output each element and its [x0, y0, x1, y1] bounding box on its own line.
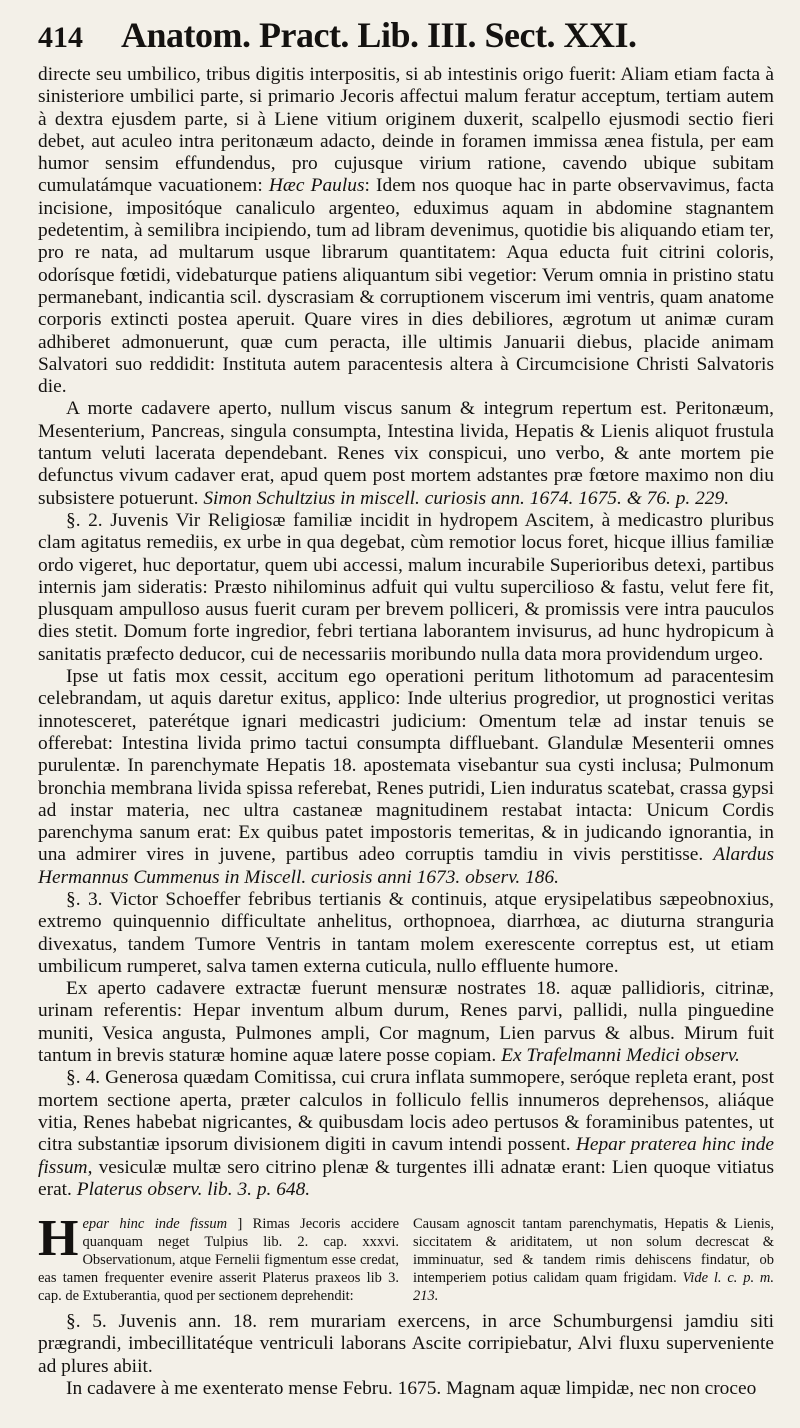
paragraph — [38, 889, 774, 978]
footnote-text-right: Causam agnoscit tantam parenchymatis, Hepatis & Lienis, siccitatem & ariditatem, ut non solum decrescat & imminuatur, sed & tandem rimis dehiscens findatur, ob intemperiem potius calidam quam frigidam. — [413, 1216, 774, 1287]
citation: Simon Schultzius in miscell. curiosis ann. 1674. 1675. & 76. p. 229. — [203, 487, 730, 509]
citation: Platerus observ. lib. 3. p. 648. — [76, 1178, 311, 1200]
page-header — [38, 14, 774, 64]
citation: Ex Trafelmanni Medici observ. — [501, 1045, 740, 1067]
footnotes — [38, 1210, 774, 1305]
paragraph — [38, 510, 774, 666]
footnote-lemma: epar hinc inde fissum — [82, 1216, 228, 1233]
paragraph-text: A morte cadavere aperto, nullum viscus sanum & integrum repertum est. Peritonæum, Mesenterium, Pancreas, singula consumpta, Intestina livida, Hepatis & Lienis aliquot frustula tantum veluti lacerata dependebant. Renes vix conspicui, uno verbo, & ante mortem pie defunctus vivum cadaver erat, apud quem post mortem adstantes præ fœtore maximo non diu subsistere potuerunt. — [38, 398, 774, 509]
footnote-column-right — [413, 1215, 774, 1305]
footnote-column-left — [38, 1210, 400, 1305]
paragraph — [38, 398, 774, 509]
running-head: Anatom. Pract. Lib. III. Sect. XXI. — [121, 15, 637, 55]
continued-text — [38, 1311, 774, 1400]
paragraph — [38, 666, 774, 889]
paragraph-text: §. 3. Victor Schoeffer febribus tertianis & continuis, atque erysipelatibus sæpeobnoxius, extremo quinquennio difficultate anhelitus, orthopnoea, diarrhœa, ac diuturna stranguria divexatus, tandem Tumore Ventris in tantam molem exerescente correptus est, ut etiam umbilicum rumperet, salva tamen externa cuticula, nullo effluente humore. — [38, 888, 774, 977]
paragraph: §. 5. Juvenis ann. 18. rem murariam exercens, in arce Schumburgensi jamdiu siti prægrandi, imbecillitatéque ventriculi laborans Ascite corripiebatur, Alvi fluxu superveniente ad plures abiit. — [38, 1311, 774, 1377]
paragraph-text: Ex aperto cadavere extractæ fuerunt mensuræ nostrates 18. aquæ pallidioris, citrinæ, urinam referentis: Hepar inventum album durum, Renes parvi, pallidi, nulla pinguedine muniti, Vesica angusta, Pulmones ampli, Cor magnum, Lien parvus & albus. Mirum fuit tantum in brevis staturæ homine aquæ latere posse copiam. — [38, 978, 774, 1067]
paragraph: In cadavere à me exenterato mense Febru. 1675. Magnam aquæ limpidæ, nec non croceo — [66, 1378, 757, 1400]
paragraph-text: Ipse ut fatis mox cessit, accitum ego operationi peritum lithotomum ad paracentesim celebrandam, ut aquis daretur exitus, applico: Inde ulterius progredior, ut prognostici veritas innotesceret, paterétque ignari medicastri judicium: Omentum telæ ad instar tenuis se offerebat: Intestina livida primo tactui consumpta diffluebant. Glandulæ Mesenterii omnes purulentæ. In parenchymate Hepatis 18. apostemata visebantur sua cysti inclusa; Pulmonum bronchia membrana livida spissa referebat, Renes putridi, Lien induratus scatebat, crassa gypsi ad instar materia, nec ultra castaneæ magnitudinem restabat intacta: Unicum Cordis parenchyma sanum erat: Ex quibus patet impostoris temeritas, & in judicando ignorantia, in una admirer vires in juvene, partibus adeo corruptis tamdiu in vivis perstitisse. — [38, 666, 774, 866]
paragraph-text: , vesiculæ multæ sero citrino plenæ & turgentes illi adnatæ erant: Lien quoque vitiatus erat. — [38, 1156, 774, 1200]
citation: Alardus Hermannus Cummenus in Miscell. curiosis anni 1673. observ. 186. — [38, 844, 774, 888]
paragraph-text: §. 4. Generosa quædam Comitissa, cui crura inflata summopere, seróque repleta erant, post mortem sectione aperta, præter calculos in folliculo fellis innumeros deprehensos, aliáque vitia, Renes habebat nigricantes, & quibusdam locis adeo pertusos & foraminibus patentes, ut citra substantiæ ipsorum divisionem digiti in cavum intendi possent. — [38, 1067, 774, 1156]
paragraph — [38, 978, 774, 1067]
citation: Hepar praterea hinc inde fissum — [38, 1134, 774, 1178]
main-text — [38, 64, 774, 1201]
paragraph — [38, 64, 774, 398]
page-number: 414 — [38, 21, 83, 54]
footnote-reference: Vide l. c. p. m. 213. — [413, 1270, 774, 1305]
paragraph-text: directe seu umbilico, tribus digitis interpositis, si ab intestinis origo fuerit: Aliam etiam facta à sinisteriore umbilici parte, si primario Jecoris affectui malum feratur acceptum, tertiam autem à dextra ejusdem parte, si à Liene vitium originem duxerit, scalpello ejusmodi sectio fieri debet, aut aculeo intra peritonæum adacto, deinde in foramen immissa ænea fistula, per eam humor sensim effundendus, pro cujusque virium ratione, cavendo ubique subitam cumulatámque vacuationem: — [38, 64, 774, 197]
drop-cap: H — [38, 1210, 79, 1268]
paragraph-text: : Idem nos quoque hac in parte observavimus, facta incisione, impositóque canaliculo argenteo, eduximus aquam in abdomine stagnantem pedetentim, à semilibra incipiendo, tum ad libram devenimus, quotidie bis aliquando etiam ter, pro re nata, ad multarum usque librarum quantitatem: Aqua educta fuit citrini coloris, odorísque fœtidi, videbaturque patiens aliquantum sibi vegetior: Verum omnia in pristino statu permanebant, indicantia scil. dyscrasiam & corruptionem viscerum imi ventris, quam anatome corporis extincti postea aperuit. Quare vires in dies debiliores, ægrotum ut animæ curam adhiberet admonuerunt, quæ cum peracta, ille ultimis Januarii diebus, placide animam Salvatori suo reddidit: Instituta autem paracentesis altera à Circumcisione Christi Salvatoris die. — [38, 175, 774, 398]
paragraph-text: §. 2. Juvenis Vir Religiosæ familiæ incidit in hydropem Ascitem, à medicastro pluribus clam agitatus remediis, ex urbe in qua degebat, cùm remotior locus foret, hicque illius familiæ ordo vigeret, huc deportatur, quem ubi accessi, malum incurabile Superioribus detexi, partibus internis jam sideratis: Præsto nihilominus adfuit qui vultu supercilioso & fastu, velut fere fit, plusquam ampulloso ausus fuerit curam per brevem polliceri, & promissis vere intra pauculos dies stetit. Domum forte ingredior, febri tertiana laborantem invisurus, ad hunc hydropicum à sanitatis præfecto deducor, cui de necessariis moribundo nulla data mora providendum urgeo. — [38, 509, 774, 665]
paragraph — [38, 1067, 774, 1201]
citation: Hæc Paulus — [268, 175, 365, 197]
footnote-text-left: ] Rimas Jecoris accidere quanquam neget Tulpius lib. 2. cap. xxxvi. Observationum, atque Fernelii figmentum esse credat, eas tamen frequenter evenire asserit Platerus praxeos lib 3. cap. de Extuberantia, quod per sectionem deprehendit: — [38, 1216, 400, 1305]
